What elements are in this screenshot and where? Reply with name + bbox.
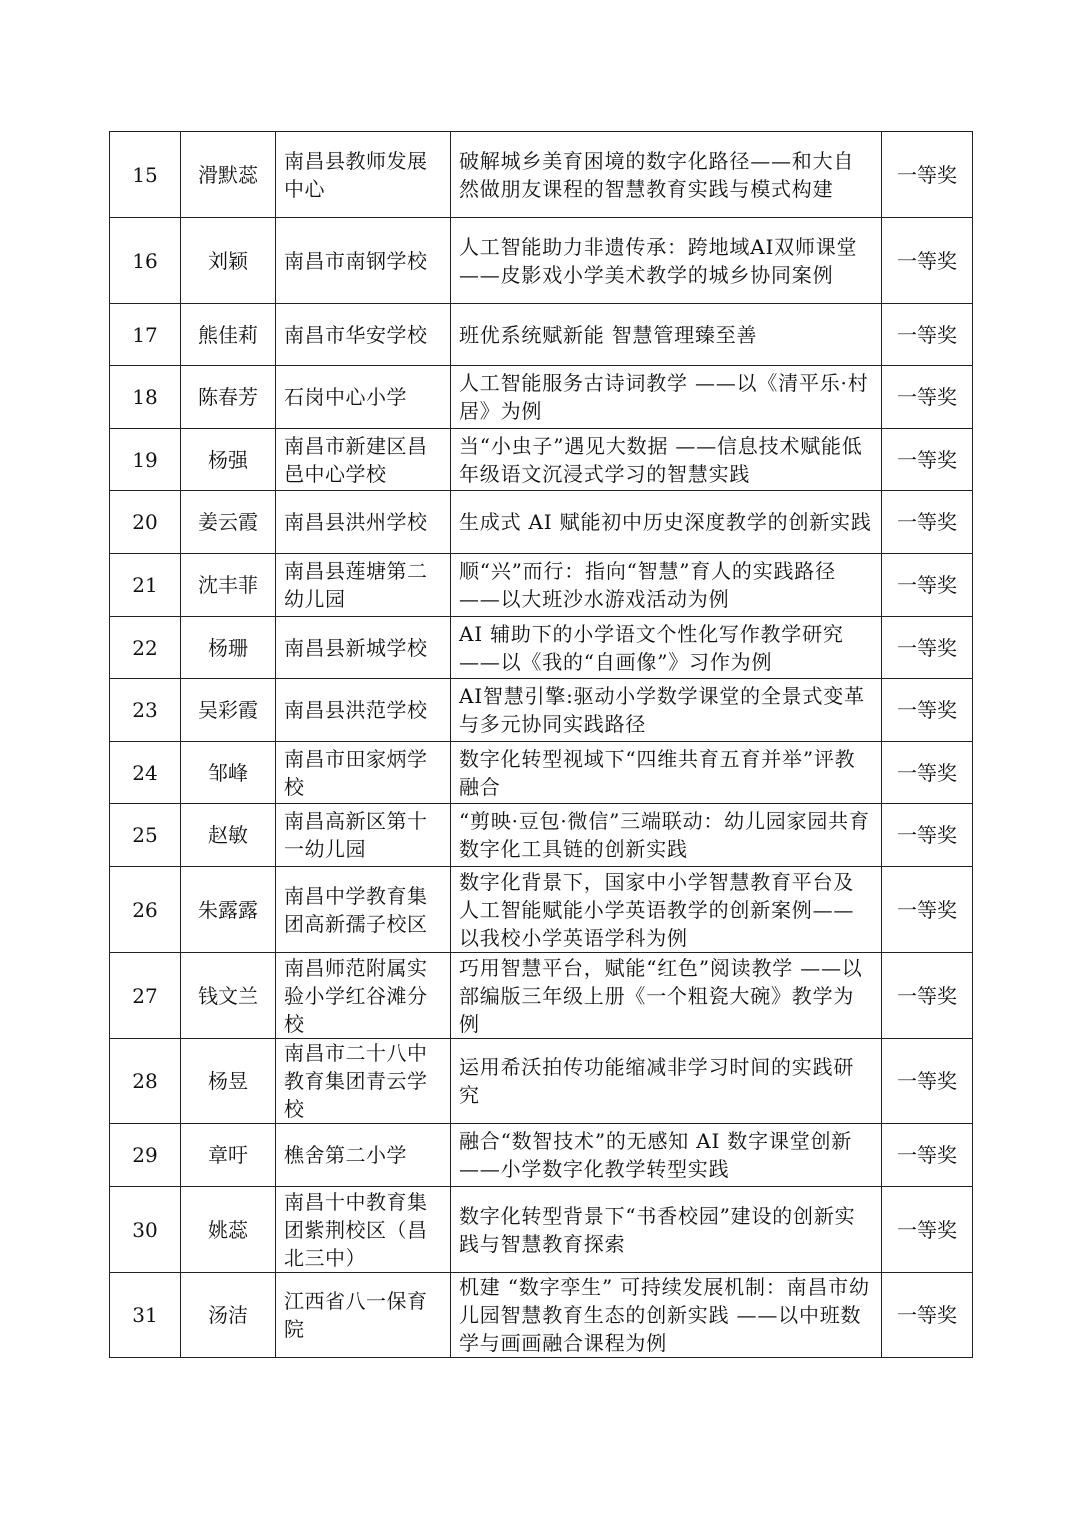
project-title: 运用希沃拍传功能缩减非学习时间的实践研究	[451, 1039, 882, 1124]
award-level: 一等奖	[882, 429, 973, 491]
award-level: 一等奖	[882, 953, 973, 1039]
project-title: 数字化背景下，国家中小学智慧教育平台及人工智能赋能小学英语教学的创新案例——以我校小学英语学科为例	[451, 867, 882, 953]
winner-name: 朱露露	[181, 867, 276, 953]
table-row	[110, 554, 973, 617]
award-level: 一等奖	[882, 1273, 973, 1358]
project-title: 数字化转型背景下“书香校园”建设的创新实践与智慧教育探索	[451, 1187, 882, 1273]
award-level: 一等奖	[882, 554, 973, 617]
award-level: 一等奖	[882, 804, 973, 867]
award-level: 一等奖	[882, 304, 973, 366]
table-row	[110, 1273, 973, 1358]
table-row	[110, 366, 973, 429]
row-number: 27	[110, 953, 181, 1039]
row-number: 20	[110, 491, 181, 554]
award-level: 一等奖	[882, 867, 973, 953]
table-row	[110, 304, 973, 366]
project-title: 机建 “数字孪生” 可持续发展机制：南昌市幼儿园智慧教育生态的创新实践 ——以中班数学与画画融合课程为例	[451, 1273, 882, 1358]
project-title: 巧用智慧平台，赋能“红色”阅读教学 ——以部编版三年级上册《一个粗瓷大碗》教学为例	[451, 953, 882, 1039]
organization: 南昌市华安学校	[276, 304, 451, 366]
table-row	[110, 218, 973, 304]
organization: 南昌市南钢学校	[276, 218, 451, 304]
organization: 江西省八一保育院	[276, 1273, 451, 1358]
row-number: 29	[110, 1124, 181, 1187]
awards-table-body	[110, 132, 973, 1358]
organization: 南昌高新区第十一幼儿园	[276, 804, 451, 867]
organization: 南昌县莲塘第二幼儿园	[276, 554, 451, 617]
table-row	[110, 1187, 973, 1273]
row-number: 16	[110, 218, 181, 304]
winner-name: 邹峰	[181, 742, 276, 804]
project-title: 人工智能服务古诗词教学 ——以《清平乐·村居》为例	[451, 366, 882, 429]
winner-name: 杨珊	[181, 617, 276, 679]
winner-name: 杨强	[181, 429, 276, 491]
table-row	[110, 1124, 973, 1187]
row-number: 18	[110, 366, 181, 429]
table-row	[110, 742, 973, 804]
organization: 南昌市田家炳学校	[276, 742, 451, 804]
award-level: 一等奖	[882, 1039, 973, 1124]
row-number: 26	[110, 867, 181, 953]
winner-name: 钱文兰	[181, 953, 276, 1039]
project-title: “剪映·豆包·微信”三端联动：幼儿园家园共育数字化工具链的创新实践	[451, 804, 882, 867]
project-title: 当“小虫子”遇见大数据 ——信息技术赋能低年级语文沉浸式学习的智慧实践	[451, 429, 882, 491]
organization: 南昌县教师发展中心	[276, 132, 451, 218]
table-row	[110, 429, 973, 491]
organization: 南昌师范附属实验小学红谷滩分校	[276, 953, 451, 1039]
row-number: 23	[110, 679, 181, 742]
row-number: 21	[110, 554, 181, 617]
organization: 南昌县洪州学校	[276, 491, 451, 554]
award-level: 一等奖	[882, 1124, 973, 1187]
table-row	[110, 1039, 973, 1124]
organization: 樵舍第二小学	[276, 1124, 451, 1187]
row-number: 22	[110, 617, 181, 679]
project-title: 破解城乡美育困境的数字化路径——和大自然做朋友课程的智慧教育实践与模式构建	[451, 132, 882, 218]
project-title: 数字化转型视域下“四维共育五育并举”评教融合	[451, 742, 882, 804]
row-number: 19	[110, 429, 181, 491]
winner-name: 杨昱	[181, 1039, 276, 1124]
winner-name: 滑默蕊	[181, 132, 276, 218]
row-number: 25	[110, 804, 181, 867]
winner-name: 刘颖	[181, 218, 276, 304]
project-title: AI 辅助下的小学语文个性化写作教学研究——以《我的“自画像”》习作为例	[451, 617, 882, 679]
winner-name: 赵敏	[181, 804, 276, 867]
organization: 南昌县新城学校	[276, 617, 451, 679]
award-level: 一等奖	[882, 1187, 973, 1273]
table-row	[110, 132, 973, 218]
row-number: 24	[110, 742, 181, 804]
project-title: 融合“数智技术”的无感知 AI 数字课堂创新 ——小学数字化教学转型实践	[451, 1124, 882, 1187]
winner-name: 姜云霞	[181, 491, 276, 554]
award-level: 一等奖	[882, 617, 973, 679]
row-number: 17	[110, 304, 181, 366]
row-number: 31	[110, 1273, 181, 1358]
organization: 南昌市二十八中教育集团青云学校	[276, 1039, 451, 1124]
project-title: 生成式 AI 赋能初中历史深度教学的创新实践	[451, 491, 882, 554]
award-level: 一等奖	[882, 218, 973, 304]
project-title: 顺“兴”而行：指向“智慧”育人的实践路径 ——以大班沙水游戏活动为例	[451, 554, 882, 617]
organization: 石岗中心小学	[276, 366, 451, 429]
award-level: 一等奖	[882, 491, 973, 554]
winner-name: 沈丰菲	[181, 554, 276, 617]
organization: 南昌十中教育集团紫荆校区（昌北三中）	[276, 1187, 451, 1273]
project-title: AI智慧引擎:驱动小学数学课堂的全景式变革与多元协同实践路径	[451, 679, 882, 742]
winner-name: 章吁	[181, 1124, 276, 1187]
row-number: 30	[110, 1187, 181, 1273]
award-level: 一等奖	[882, 366, 973, 429]
award-level: 一等奖	[882, 742, 973, 804]
table-row	[110, 867, 973, 953]
awards-table	[109, 131, 973, 1358]
winner-name: 陈春芳	[181, 366, 276, 429]
project-title: 班优系统赋新能 智慧管理臻至善	[451, 304, 882, 366]
table-row	[110, 491, 973, 554]
organization: 南昌中学教育集团高新孺子校区	[276, 867, 451, 953]
table-row	[110, 804, 973, 867]
table-row	[110, 953, 973, 1039]
winner-name: 熊佳莉	[181, 304, 276, 366]
award-level: 一等奖	[882, 132, 973, 218]
award-level: 一等奖	[882, 679, 973, 742]
winner-name: 吴彩霞	[181, 679, 276, 742]
table-row	[110, 679, 973, 742]
row-number: 28	[110, 1039, 181, 1124]
project-title: 人工智能助力非遗传承：跨地域AI双师课堂——皮影戏小学美术教学的城乡协同案例	[451, 218, 882, 304]
table-row	[110, 617, 973, 679]
winner-name: 汤洁	[181, 1273, 276, 1358]
organization: 南昌市新建区昌邑中心学校	[276, 429, 451, 491]
winner-name: 姚蕊	[181, 1187, 276, 1273]
row-number: 15	[110, 132, 181, 218]
organization: 南昌县洪范学校	[276, 679, 451, 742]
